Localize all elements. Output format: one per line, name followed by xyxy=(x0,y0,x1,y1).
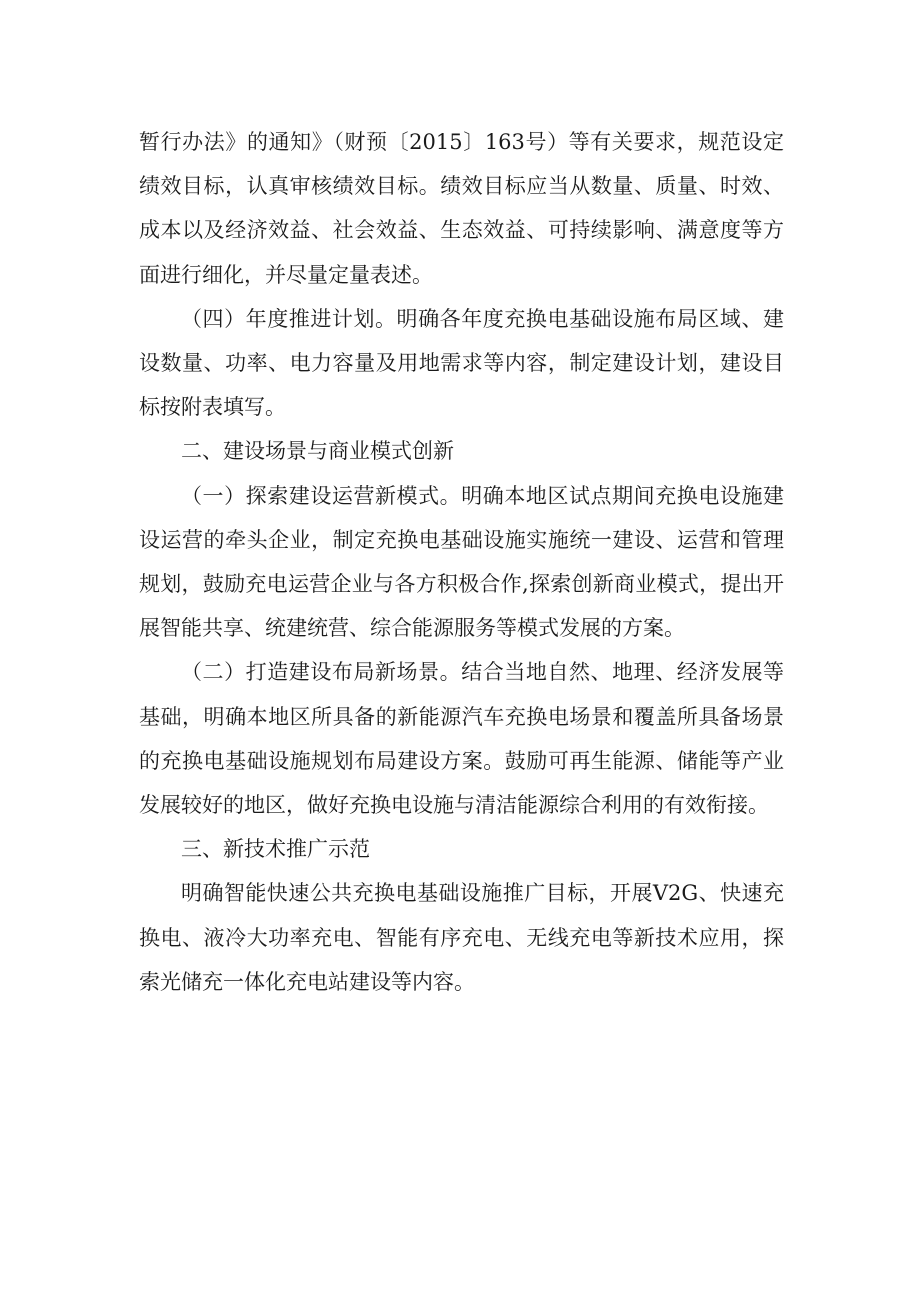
paragraph-performance-goals: 暂行办法》的通知》（财预〔2015〕163号）等有关要求，规范设定绩效目标，认真审核绩效目标。绩效目标应当从数量、质量、时效、成本以及经济效益、社会效益、生态效益、可持续影响、满意度等方面进行细化，并尽量定量表述。 xyxy=(139,130,784,287)
paragraph-annual-plan: （四）年度推进计划。明确各年度充换电基础设施布局区域、建设数量、功率、电力容量及用地需求等内容，制定建设计划，建设目标按附表填写。 xyxy=(139,306,784,420)
paragraph-technology-promotion: 明确智能快速公共充换电基础设施推广目标，开展V2G、快速充换电、液冷大功率充电、智能有序充电、无线充电等新技术应用，探索光储充一体化充电站建设等内容。 xyxy=(139,881,784,994)
document-body xyxy=(139,120,784,1004)
paragraph-operation-model: （一）探索建设运营新模式。明确本地区试点期间充换电设施建设运营的牵头企业，制定充换电基础设施实施统一建设、运营和管理规划，鼓励充电运营企业与各方积极合作,探索创新商业模式，提出开展智能共享、统建统营、综合能源服务等模式发展的方案。 xyxy=(139,483,784,641)
section-heading-new-technology: 三、新技术推广示范 xyxy=(181,837,370,862)
paragraph-layout-scenarios: （二）打造建设布局新场景。结合当地自然、地理、经济发展等基础，明确本地区所具备的新能源汽车充换电场景和覆盖所具备场景的充换电基础设施规划布局建设方案。鼓励可再生能源、储能等产业发展较好的地区，做好充换电设施与清洁能源综合利用的有效衔接。 xyxy=(139,660,784,818)
section-heading-construction-scenarios: 二、建设场景与商业模式创新 xyxy=(181,439,454,464)
